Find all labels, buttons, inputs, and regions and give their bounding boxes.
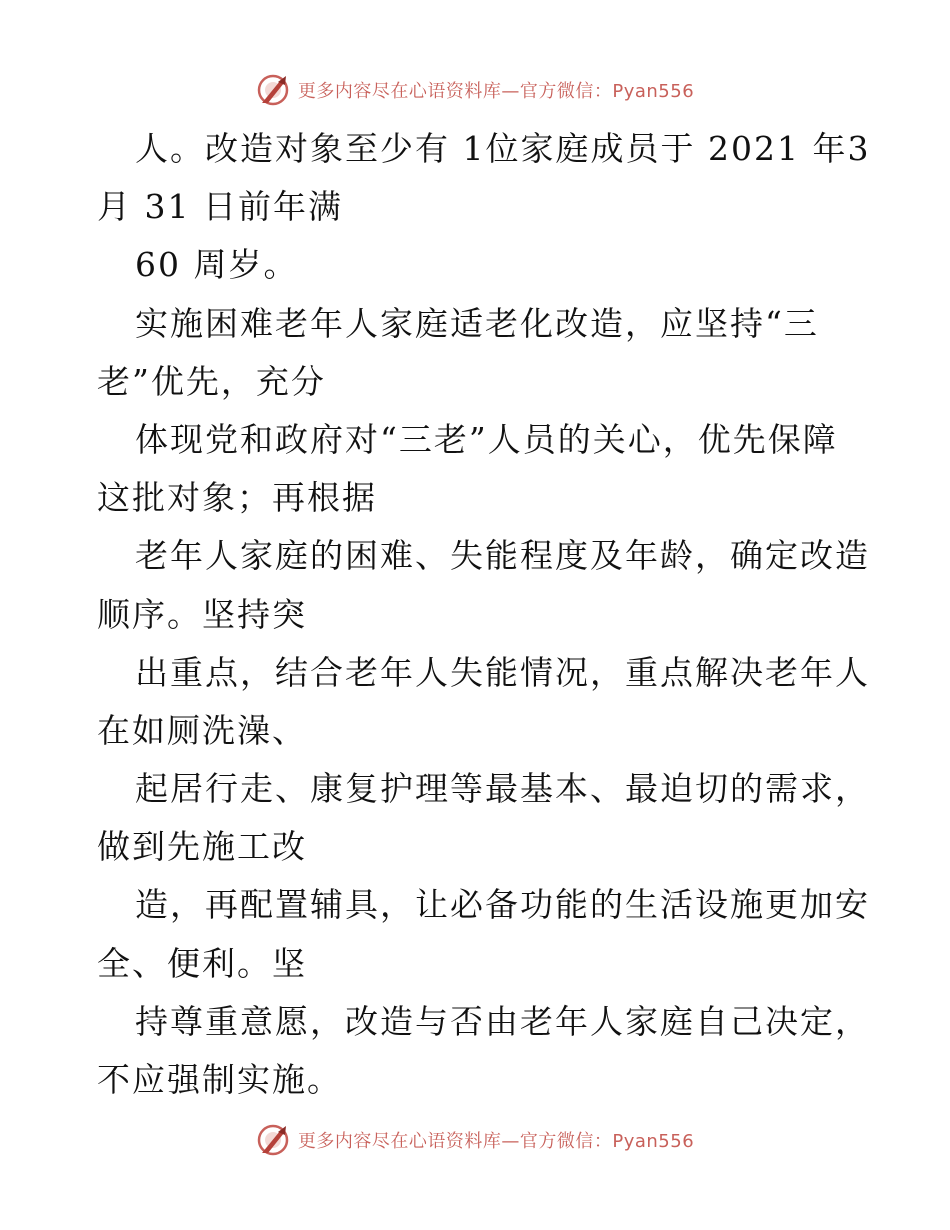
paragraph-line: 在如厕洗澡、	[97, 710, 307, 750]
paragraph-line: 不应强制实施。	[97, 1060, 342, 1099]
paragraph-line: 持尊重意愿，改造与否由老年人家庭自己决定，	[135, 1001, 870, 1041]
header-banner	[0, 72, 950, 108]
footer-banner-text: 更多内容尽在心语资料库—官方微信：Pyan556	[297, 1131, 695, 1152]
footer-banner	[0, 1122, 950, 1158]
paragraph-line: 月 31 日前年满	[97, 187, 343, 227]
paragraph-line: 造，再配置辅具，让必备功能的生活设施更加安	[135, 885, 870, 925]
paragraph-line: 老”优先，充分	[97, 361, 326, 401]
paragraph-line: 60 周岁。	[135, 245, 299, 285]
quill-pen-logo-icon	[256, 1123, 290, 1157]
paragraph-line: 人。改造对象至少有 1位家庭成员于 2021 年3	[135, 129, 871, 168]
header-banner-text: 更多内容尽在心语资料库—官方微信：Pyan556	[297, 81, 695, 102]
paragraph-line: 全、便利。坚	[97, 943, 307, 983]
paragraph-line: 出重点，结合老年人失能情况，重点解决老年人	[135, 652, 870, 692]
paragraph-line: 顺序。坚持突	[97, 594, 307, 634]
paragraph-line: 起居行走、康复护理等最基本、最迫切的需求，	[135, 769, 870, 809]
paragraph-line: 老年人家庭的困难、失能程度及年龄，确定改造	[135, 536, 870, 576]
paragraph-line: 实施困难老年人家庭适老化改造，应坚持“三	[135, 303, 819, 343]
quill-pen-logo-icon	[256, 73, 290, 107]
paragraph-line: 这批对象；再根据	[97, 478, 377, 518]
paragraph-line: 做到先施工改	[97, 827, 307, 867]
document-body	[97, 120, 871, 1109]
paragraph-line: 体现党和政府对“三老”人员的关心，优先保障	[135, 419, 838, 459]
